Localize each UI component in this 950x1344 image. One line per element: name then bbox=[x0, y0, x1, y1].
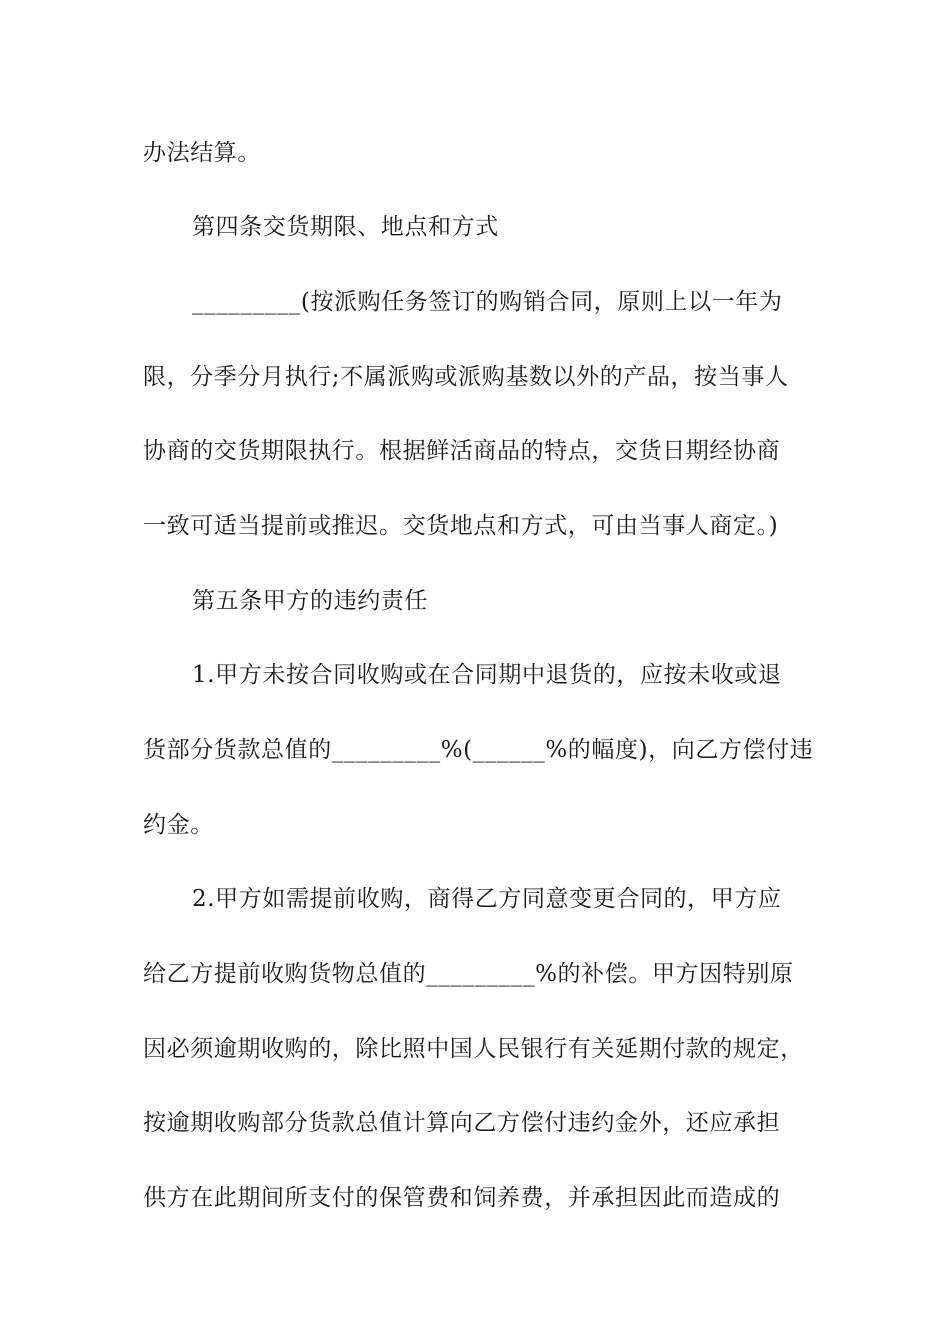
paragraph-line: _________(按派购任务签订的购销合同，原则上以一年为 bbox=[192, 289, 783, 315]
paragraph-line: 协商的交货期限执行。根据鲜活商品的特点，交货日期经协商 bbox=[143, 438, 781, 464]
section-heading-article-5: 第五条甲方的违约责任 bbox=[192, 588, 428, 614]
paragraph-line: 因必须逾期收购的，除比照中国人民银行有关延期付款的规定， bbox=[143, 1036, 804, 1062]
paragraph-line: 1.甲方未按合同收购或在合同期中退货的，应按未收或退 bbox=[192, 662, 782, 688]
paragraph-line: 办法结算。 bbox=[143, 140, 261, 166]
paragraph-line: 按逾期收购部分货款总值计算向乙方偿付违约金外，还应承担 bbox=[143, 1110, 781, 1136]
paragraph-line: 货部分货款总值的_________%(______%的幅度)，向乙方偿付违 bbox=[143, 737, 814, 763]
paragraph-line: 限，分季分月执行;不属派购或派购基数以外的产品，按当事人 bbox=[143, 364, 789, 390]
section-heading-article-4: 第四条交货期限、地点和方式 bbox=[192, 214, 499, 240]
paragraph-line: 给乙方提前收购货物总值的_________%的补偿。甲方因特别原 bbox=[143, 961, 794, 987]
paragraph-line: 2.甲方如需提前收购，商得乙方同意变更合同的，甲方应 bbox=[192, 886, 782, 912]
paragraph-line: 一致可适当提前或推迟。交货地点和方式，可由当事人商定。) bbox=[143, 513, 779, 539]
paragraph-line: 约金。 bbox=[143, 812, 214, 838]
paragraph-line: 供方在此期间所支付的保管费和饲养费，并承担因此而造成的 bbox=[143, 1185, 781, 1211]
